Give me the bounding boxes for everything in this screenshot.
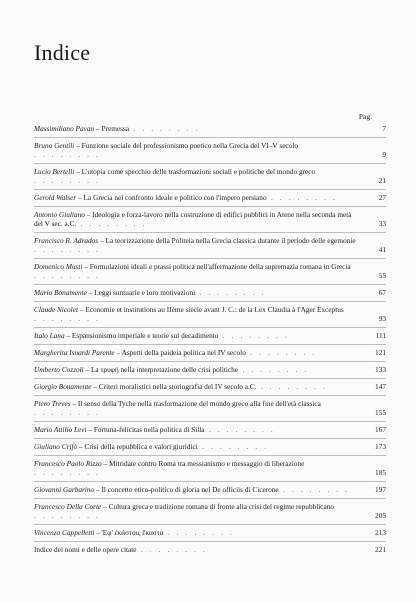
leader-dots: . . . . . . . . (34, 245, 101, 254)
leader-dots: . . . . . . . . (76, 219, 148, 228)
toc-entry-title: – La teorizzazione della Politeia nella Grecia classica durante il periodo delle egemonie (99, 236, 356, 245)
toc-entry-text (34, 382, 327, 391)
toc-entry-author: Margherita Isnardi Parente (34, 348, 115, 357)
toc-entry-author: Antonio Giuliano (34, 210, 85, 219)
toc-entry-author: Francesco Paolo Rizzo (34, 459, 102, 468)
toc-entry-page: 7 (382, 124, 386, 133)
toc-entry[interactable] (34, 399, 386, 422)
toc-entry-title: – Il concetto etico-politico di gloria nel De officiis di Cicerone (96, 485, 279, 494)
toc-entry-text (34, 124, 200, 133)
toc-entry-page: 221 (375, 545, 386, 554)
toc-entry-title: – La τρυφή nella interpretazione delle crisi politiche (85, 365, 239, 374)
toc-entry-page: 93 (378, 314, 386, 323)
toc-entry-author: Piero Treves (34, 399, 71, 408)
toc-list (34, 113, 386, 558)
leader-dots: . . . . . . . . (34, 176, 101, 185)
toc-entry-text (34, 288, 266, 297)
toc-entry[interactable] (34, 288, 386, 302)
toc-entry-page: 33 (378, 219, 386, 228)
toc-entry[interactable] (34, 382, 386, 396)
toc-entry-title: – Espansionismo imperiale e teorie sul decadimento (66, 331, 219, 340)
toc-entry-title: – Crisi della repubblica e valori giuridici (79, 442, 198, 451)
toc-entry-author: Mario Bonamente (34, 288, 87, 297)
toc-entry[interactable] (34, 442, 386, 456)
toc-entry-text (34, 262, 351, 280)
leader-dots: . . . . . . . . (195, 288, 266, 297)
toc-entry[interactable] (34, 348, 386, 362)
toc-entry-page: 185 (375, 468, 386, 477)
toc-entry-text (34, 502, 334, 520)
toc-entry-page: 121 (375, 348, 386, 357)
toc-entry[interactable] (34, 167, 386, 190)
toc-entry-author: Bruno Gentili (34, 141, 75, 150)
toc-entry-title: – Ideologia e forza-lavoro nella costruzione di edifici pubblici in Atene nella seconda metà del V sec. a.C. (34, 210, 352, 228)
leader-dots: . . . . . . . . (136, 545, 208, 554)
toc-entry-title: – Aspetti della paideia politica nel IV secolo (116, 348, 246, 357)
toc-entry-page: 67 (378, 288, 386, 297)
leader-dots: . . . . . . . . (34, 150, 101, 159)
toc-entry[interactable] (34, 236, 386, 259)
toc-entry-title: – Ἐφ' ἑκάστοις ἔκαστα (96, 528, 164, 537)
leader-dots: . . . . . . . . (34, 271, 101, 280)
leader-dots: . . . . . . . . (197, 442, 269, 451)
toc-entry[interactable] (34, 502, 386, 525)
leader-dots: . . . . . . . . (245, 348, 317, 357)
toc-entry-page: 213 (375, 528, 386, 537)
toc-entry-text (34, 193, 337, 202)
toc-entry-title: Indice dei nomi e delle opere citate (34, 545, 137, 554)
toc-entry-author: Giuliano Crifò (34, 442, 78, 451)
toc-entry-title: – Funzione sociale del professionismo poetico nella Grecia del VI–V secolo (76, 141, 298, 150)
toc-entry-title: – Cultura greca e tradizione romana di fronte alla crisi del regime repubblicano (103, 502, 335, 511)
toc-entry-author: Francisco R. Adrados (34, 236, 99, 245)
toc-entry-title: – Il senso della Tyche nella trasformazione del mondo greco alla fine dell'età classica (72, 399, 321, 408)
toc-entry[interactable] (34, 262, 386, 285)
toc-entry-title: – La Grecia nel confronto ideale e politico con l'impero persiano (78, 193, 267, 202)
toc-entry-author: Domenico Musti (34, 262, 83, 271)
toc-entry-title: – Mitridate contro Roma tra messianismo e messaggio di liberazione (103, 459, 305, 468)
toc-entry-page: 173 (375, 442, 386, 451)
leader-dots: . . . . . . . . (238, 365, 309, 374)
leader-dots: . . . . . . . . (278, 485, 350, 494)
toc-entry-text (34, 425, 275, 434)
toc-entry-page: 9 (382, 150, 386, 159)
toc-entry-title: – Fortuna-felicitas nella politica di Silla (88, 425, 205, 434)
toc-entry-text (34, 399, 321, 417)
toc-entry-page: 21 (378, 176, 386, 185)
leader-dots: . . . . . . . . (204, 425, 276, 434)
toc-entry-author: Gerold Walser (34, 193, 77, 202)
toc-entry-author: Umberto Cozzoli (34, 365, 84, 374)
toc-entry-page: 167 (375, 425, 386, 434)
page-column-header: Pag. (358, 112, 372, 121)
leader-dots: . . . . . . . . (163, 528, 235, 537)
toc-entry[interactable] (34, 305, 386, 328)
toc-entry-author: Mario Attilio Levi (34, 425, 87, 434)
toc-entry-title: – L'utopia come specchio delle trasformazioni sociali e politiche del mondo greco (76, 167, 316, 176)
toc-entry-text (34, 365, 309, 374)
toc-entry-title: – Leggi suntuarie e loro motivazioni (88, 288, 196, 297)
toc-entry-text (34, 459, 304, 477)
toc-entry[interactable] (34, 485, 386, 499)
toc-entry[interactable] (34, 528, 386, 542)
toc-entry-page: 27 (378, 193, 386, 202)
toc-entry-author: Giorgio Bonamente (34, 382, 92, 391)
leader-dots: . . . . . . . . (218, 331, 290, 340)
leader-dots: . . . . . . . . (34, 468, 101, 477)
toc-entry-page: 155 (375, 408, 386, 417)
toc-entry-page: 41 (378, 245, 386, 254)
toc-entry[interactable] (34, 459, 386, 482)
toc-entry-text (34, 442, 269, 451)
toc-entry-page: 111 (375, 331, 386, 340)
toc-entry-page: 55 (378, 271, 386, 280)
toc-entry[interactable] (34, 193, 386, 207)
leader-dots: . . . . . . . . (256, 382, 328, 391)
toc-entry-text (34, 331, 289, 340)
leader-dots: . . . . . . . . (129, 124, 200, 133)
toc-entry-text (34, 485, 349, 494)
toc-entry-title: – Economie et institutions au IIème siècle avant J. C.: de la Lex Claudia à l'Ager Exceptus (79, 305, 344, 314)
toc-entry-page: 205 (375, 511, 386, 520)
toc-entry-text (34, 545, 207, 554)
toc-entry-author: Massimiliano Pavan (34, 124, 95, 133)
toc-entry-page: 147 (375, 382, 386, 391)
toc-entry[interactable] (34, 365, 386, 379)
toc-entry[interactable] (34, 545, 386, 558)
toc-entry-title: – Criteri moralistici nella storiografia del IV secolo a.C. (93, 382, 257, 391)
leader-dots: . . . . . . . . (34, 314, 101, 323)
leader-dots: . . . . . . . . (34, 408, 101, 417)
toc-entry-author: Vincenzo Cappelletti (34, 528, 95, 537)
toc-entry-author: Italo Lana (34, 331, 65, 340)
toc-entry-page: 133 (375, 365, 386, 374)
toc-entry[interactable] (34, 124, 386, 138)
table-of-contents (34, 113, 386, 561)
toc-entry-page: 197 (375, 485, 386, 494)
toc-entry[interactable] (34, 425, 386, 439)
toc-entry-title: – Formulazioni ideali e prassi politica nell'affermazione della supremazia romana in Grecia (84, 262, 351, 271)
toc-entry-text (34, 167, 315, 185)
toc-entry-title: – Premessa (96, 124, 130, 133)
toc-entry-text (34, 141, 298, 159)
toc-entry-text (34, 236, 356, 254)
toc-entry-text (34, 210, 352, 228)
toc-entry[interactable] (34, 331, 386, 345)
leader-dots: . . . . . . . . (34, 511, 101, 520)
toc-entry[interactable] (34, 141, 386, 164)
toc-entry-author: Francesco Della Corte (34, 502, 102, 511)
toc-entry-text (34, 528, 234, 537)
leader-dots: . . . . . . . . (266, 193, 338, 202)
toc-entry-author: Lucio Bertelli (34, 167, 75, 176)
toc-entry[interactable] (34, 210, 386, 233)
toc-entry-text (34, 348, 317, 357)
page-title: Indice (34, 40, 91, 65)
toc-entry-author: Giovanni Garbarino (34, 485, 95, 494)
toc-entry-text (34, 305, 344, 323)
toc-entry-author: Claude Nicolet (34, 305, 78, 314)
